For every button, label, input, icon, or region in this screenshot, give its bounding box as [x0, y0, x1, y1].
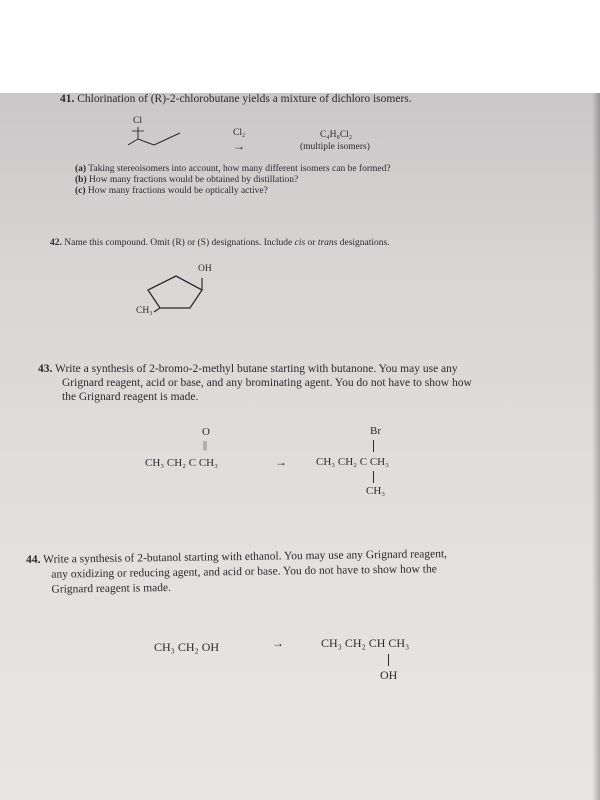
q42-ch3-label: CH₃	[136, 306, 153, 316]
q42-number: 42.	[50, 238, 62, 248]
q43-ch3-bond	[373, 471, 374, 483]
q41-chlorobutane-structure	[128, 125, 188, 147]
q41-parts	[75, 164, 391, 197]
q44-prompt: 44. Write a synthesis of 2-butanol starting with ethanol. You may use any Grignard reagent, any oxidizing or reducing agent, and acid or base. You do not have to show how the Grignard reagent is made.	[26, 548, 448, 596]
q43-product: CH₃ CH₂ C CH₃	[316, 456, 389, 468]
q41-prompt	[60, 93, 412, 105]
q43-double-bond: ||	[203, 440, 208, 451]
exam-sheet	[0, 93, 600, 800]
q41-cl-label: Cl	[133, 116, 142, 126]
q43-reactant-oxygen: O	[202, 426, 210, 438]
q41-product-note: (multiple isomers)	[300, 142, 370, 152]
q41-arrow: →	[233, 139, 245, 153]
q43-number: 43.	[38, 363, 53, 375]
q44-oh-bond	[388, 654, 389, 666]
q41-reagent: Cl₂	[233, 128, 246, 138]
q43-arrow: →	[275, 455, 287, 469]
q42-cyclopentane-structure	[140, 274, 240, 324]
q44-product: CH₃ CH₂ CH CH₃	[321, 636, 410, 650]
q44-number: 44.	[26, 553, 41, 566]
q41-part-a: (a) Taking stereoisomers into account, how many different isomers can be formed?	[75, 164, 391, 174]
q43-reactant: CH₃ CH₂ C CH₃	[145, 457, 218, 469]
q42-oh-label: OH	[198, 264, 212, 274]
q43-br-bond	[373, 440, 374, 452]
q44-arrow: →	[272, 636, 284, 650]
q43-prompt: 43. Write a synthesis of 2-bromo-2-methyl butane starting with butanone. You may use any Grignard reagent, acid or base, and any brominating agent. You do not have to show how the Grignard reagent is made.	[38, 363, 472, 403]
q43-product-br: Br	[370, 425, 381, 437]
q44-product-oh: OH	[380, 668, 398, 682]
paper-edge-shadow	[592, 93, 600, 800]
q41-part-c: (c) How many fractions would be optically active?	[75, 186, 268, 196]
q41-product: C₄H₈Cl₂	[320, 130, 353, 140]
q43-product-ch3: CH₃	[366, 485, 386, 497]
q42-prompt: 42. Name this compound. Omit (R) or (S) designations. Include cis or trans designations.	[50, 238, 390, 248]
q41-part-b: (b) How many fractions would be obtained by distillation?	[75, 175, 299, 185]
q41-text: Chlorination of (R)-2-chlorobutane yields a mixture of dichloro isomers.	[77, 93, 412, 105]
q41-number: 41.	[60, 93, 75, 105]
q44-reactant: CH₃ CH₂ OH	[154, 640, 220, 654]
